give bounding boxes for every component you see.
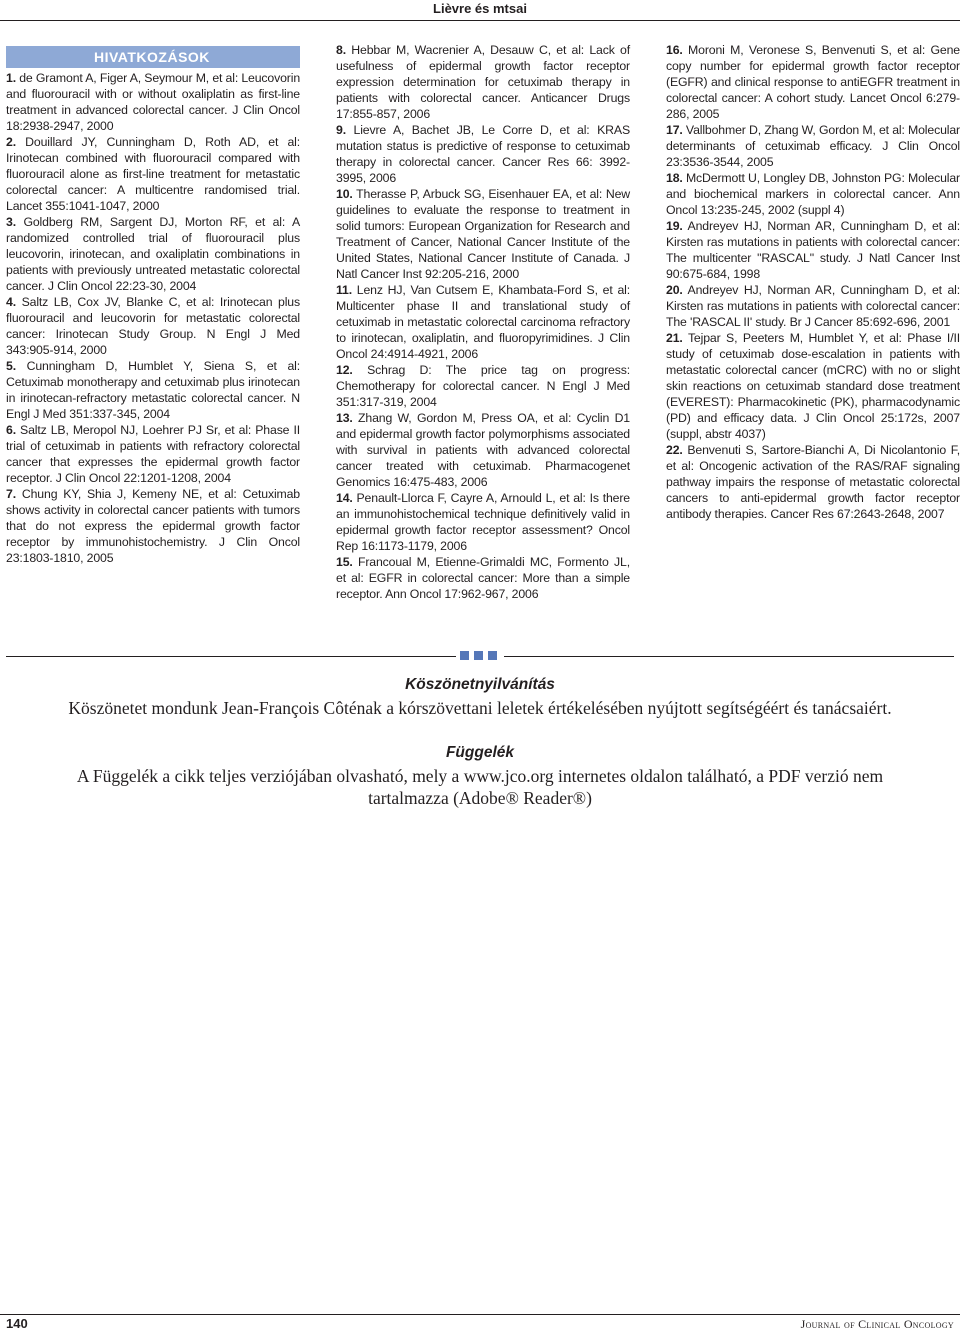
reference-9: 9. Lievre A, Bachet JB, Le Corre D, et al: KRAS mutation status is predictive of response to cetuximab therapy in colorectal cancer. Cancer Res 66: 3992-3995, 2006 [336, 123, 630, 185]
reference-5: 5. Cunningham D, Humblet Y, Siena S, et al: Cetuximab monotherapy and cetuximab plus irinotecan in irinotecan-refractory metastatic colorectal cancer. N Engl J Med 351:337-345, 2004 [6, 359, 300, 421]
reference-16: 16. Moroni M, Veronese S, Benvenuti S, et al: Gene copy number for epidermal growth factor receptor (EGFR) and clinical response to antiEGFR treatment in colorectal cancer: A cohort study. Lancet Oncol 6:279-286, 2005 [666, 43, 960, 121]
section-divider-left [6, 656, 456, 657]
reference-1: 1. de Gramont A, Figer A, Seymour M, et al: Leucovorin and fluorouracil with or without oxaliplatin as first-line treatment in advanced colorectal cancer. J Clin Oncol 18:2938-2947, 2000 [6, 71, 301, 133]
reference-14: 14. Penault-Llorca F, Cayre A, Arnould L, et al: Is there an immunohistochemical technique definitively valid in epidermal growth factor receptor assessment? Oncol Rep 16:1173-1179, 2006 [336, 491, 630, 553]
reference-4: 4. Saltz LB, Cox JV, Blanke C, et al: Irinotecan plus fluorouracil and leucovorin for metastatic colorectal cancer: Irinotecan Study Group. N Engl J Med 343:905-914, 2000 [6, 295, 300, 357]
journal-name: Journal of Clinical Oncology [800, 1317, 954, 1331]
references-column-1 [6, 46, 300, 566]
reference-10: 10. Therasse P, Arbuck SG, Eisenhauer EA, et al: New guidelines to evaluate the response to treatment in solid tumors: European Organization for Research and Treatment of Cancer, National Cancer Institute of the United States, National Cancer Institute of Canada. J Natl Cancer Inst 92:205-216, 2000 [336, 187, 630, 281]
reference-17: 17. Vallbohmer D, Zhang W, Gordon M, et al: Molecular determinants of cetuximab efficacy. J Clin Oncol 23:3536-3544, 2005 [666, 123, 960, 169]
acknowledgement-text: Köszönetet mondunk Jean-François Côténak a kórszövettani leletek értékelésében nyújtott segítségéért és tanácsaiért. [68, 698, 892, 718]
references-column-2 [336, 42, 630, 602]
section-divider-squares [460, 651, 500, 661]
reference-13: 13. Zhang W, Gordon M, Press OA, et al: Cyclin D1 and epidermal growth factor polymorphisms associated with survival in patients with advanced colorectal cancer treated with cetuximab. Pharmacogenet Genomics 16:475-483, 2006 [336, 411, 630, 489]
square-ornament [474, 651, 483, 660]
reference-12: 12. Schrag D: The price tag on progress: Chemotherapy for colorectal cancer. N Engl J Med 351:317-319, 2004 [336, 363, 630, 409]
reference-15: 15. Francoual M, Etienne-Grimaldi MC, Formento JL, et al: EGFR in colorectal cancer: More than a simple receptor. Ann Oncol 17:962-967, 2006 [336, 555, 630, 601]
reference-20: 20. Andreyev HJ, Norman AR, Cunningham D, et al: Kirsten ras mutations in patients with colorectal cancer: The 'RASCAL II' study. Br J Cancer 85:692-696, 2001 [666, 283, 960, 329]
reference-2: 2. Douillard JY, Cunningham D, Roth AD, et al: Irinotecan combined with fluorouracil compared with fluorouracil alone as first-line treatment for metastatic colorectal cancer: A multicentre randomised trial. Lancet 355:1041-1047, 2000 [6, 135, 300, 213]
square-ornament [488, 651, 497, 660]
section-divider-right [504, 656, 954, 657]
footer-rule [0, 1314, 960, 1315]
reference-18: 18. McDermott U, Longley DB, Johnston PG: Molecular and biochemical markers in colorectal cancer. Ann Oncol 13:235-245, 2002 (suppl 4) [666, 171, 960, 217]
running-title: Lièvre és mtsai [433, 1, 527, 16]
page-number: 140 [6, 1316, 28, 1331]
reference-11: 11. Lenz HJ, Van Cutsem E, Khambata-Ford S, et al: Multicenter phase II and translational study of cetuximab in metastatic colorectal carcinoma refractory to irinotecan, oxaliplatin, and fluoropyrimidines. J Clin Oncol 24:4914-4921, 2006 [336, 283, 630, 361]
reference-19: 19. Andreyev HJ, Norman AR, Cunningham D, et al: Kirsten ras mutations in patients with colorectal cancer: The multicenter "RASCAL" study. J Natl Cancer Inst 90:675-684, 1998 [666, 219, 960, 281]
header-rule [0, 20, 960, 21]
square-ornament [460, 651, 469, 660]
acknowledgement-title: Köszönetnyilvánítás [405, 676, 555, 693]
reference-3: 3. Goldberg RM, Sargent DJ, Morton RF, et al: A randomized controlled trial of fluorouracil plus leucovorin, irinotecan, and oxaliplatin combinations in patients with previously untreated metastatic colorectal cancer. J Clin Oncol 22:23-30, 2004 [6, 215, 300, 293]
references-heading: HIVATKOZÁSOK [6, 46, 300, 68]
appendix-title: Függelék [445, 744, 515, 761]
appendix-text: A Függelék a cikk teljes verziójában olvasható, mely a www.jco.org internetes oldalon található, a PDF verzió nem tartalmazza (Adobe® Reader®) [76, 766, 884, 808]
reference-6: 6. Saltz LB, Meropol NJ, Loehrer PJ Sr, et al: Phase II trial of cetuximab in patients with refractory colorectal cancer that expresses the epidermal growth factor receptor. J Clin Oncol 22:1201-1208, 2004 [6, 423, 300, 485]
references-column-3 [666, 42, 960, 522]
reference-8: 8. Hebbar M, Wacrenier A, Desauw C, et al: Lack of usefulness of epidermal growth factor receptor expression determination for cetuximab therapy in patients with colorectal cancer. Anticancer Drugs 17:855-857, 2006 [336, 43, 630, 121]
reference-22: 22. Benvenuti S, Sartore-Bianchi A, Di Nicolantonio F, et al: Oncogenic activation of the RAS/RAF signaling pathway impairs the response of metastatic colorectal cancers to anti-epidermal growth factor receptor antibody therapies. Cancer Res 67:2643-2648, 2007 [666, 443, 960, 521]
reference-21: 21. Tejpar S, Peeters M, Humblet Y, et al: Phase I/II study of cetuximab dose-escalation in patients with metastatic colorectal cancer (mCRC) with no or slight skin reactions on cetuximab standard dose treatment (EVEREST): Pharmacokinetic (PK), pharmacodynamic (PD) and efficacy data. J Clin Oncol 25:172s, 2007 (suppl, abstr 4037) [666, 331, 960, 441]
reference-7: 7. Chung KY, Shia J, Kemeny NE, et al: Cetuximab shows activity in colorectal cancer patients with tumors that do not express the epidermal growth factor receptor by immunohistochemistry. J Clin Oncol 23:1803-1810, 2005 [6, 487, 300, 565]
